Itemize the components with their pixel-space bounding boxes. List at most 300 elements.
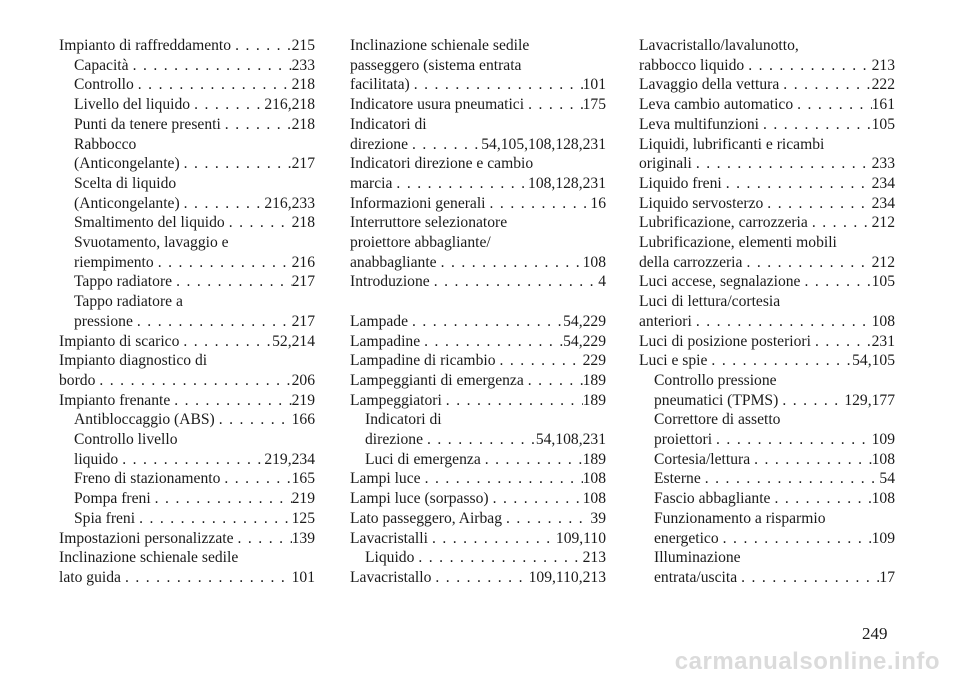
index-page-ref: 52,214 xyxy=(272,332,315,350)
index-page-ref: 206 xyxy=(291,371,315,389)
dot-leader xyxy=(737,568,879,588)
dot-leader xyxy=(392,174,528,194)
index-entry-line: Lavacristallo/lavalunotto, xyxy=(639,37,799,54)
index-entry-row xyxy=(639,95,895,115)
index-entry-row xyxy=(654,450,895,470)
index-entry xyxy=(639,272,895,292)
index-entry xyxy=(59,233,315,272)
index-entry xyxy=(350,529,606,549)
index-entry xyxy=(639,115,895,135)
index-page-ref: 108 xyxy=(582,253,606,271)
index-entry-label: Esterne xyxy=(654,470,701,488)
index-entry-label: Informazioni generali xyxy=(350,194,486,212)
index-entry-row xyxy=(639,351,895,371)
index-entry-label: Antibloccaggio (ABS) xyxy=(74,411,215,429)
index-entry-label: pressione xyxy=(74,312,133,330)
index-entry-label: Impostazioni personalizzate xyxy=(59,529,234,547)
index-page-ref: 109,110 xyxy=(555,529,606,547)
index-page-ref: 108 xyxy=(582,490,606,508)
index-entry xyxy=(59,36,315,56)
dot-leader xyxy=(190,95,264,115)
dot-leader xyxy=(408,135,481,155)
index-entry-row xyxy=(654,568,895,588)
index-entry-row xyxy=(639,272,895,292)
index-entry-label: Controllo xyxy=(74,76,134,94)
index-entry xyxy=(350,351,606,371)
index-entry-row xyxy=(654,489,895,509)
dot-leader xyxy=(170,391,291,411)
dot-leader xyxy=(410,75,583,95)
index-page-ref: 54,229 xyxy=(563,312,606,330)
index-column-2 xyxy=(350,36,606,588)
dot-leader xyxy=(524,371,583,391)
index-entry-row xyxy=(654,391,895,411)
dot-leader xyxy=(408,312,563,332)
index-page-ref: 218 xyxy=(291,115,315,133)
index-entry xyxy=(350,332,606,352)
index-page-ref: 161 xyxy=(871,96,895,114)
index-entry-line: Liquidi, lubrificanti e ricambi xyxy=(639,135,825,153)
index-entry-line: passeggero (sistema entrata xyxy=(350,56,522,74)
index-entry-label: Pompa freni xyxy=(74,490,151,508)
index-entry-line: Rabbocco xyxy=(74,135,137,153)
index-page-ref: 189 xyxy=(582,391,606,409)
dot-leader xyxy=(486,194,591,214)
dot-leader xyxy=(134,75,292,95)
index-page-ref: 219,234 xyxy=(264,450,315,468)
index-entry-label: anteriori xyxy=(639,312,692,330)
index-page-ref: 189 xyxy=(582,450,606,468)
index-entry-row xyxy=(639,75,895,95)
index-entry-line: Correttore di assetto xyxy=(654,411,781,429)
dot-leader xyxy=(225,213,292,233)
index-entry xyxy=(59,469,315,489)
index-entry-label: Impianto di scarico xyxy=(59,332,180,350)
index-page-ref: 216 xyxy=(291,253,315,271)
index-entry xyxy=(350,115,606,154)
index-entry xyxy=(639,233,895,272)
dot-leader xyxy=(431,568,528,588)
index-entry xyxy=(350,450,606,470)
dot-leader xyxy=(180,194,265,214)
index-entry-label: Lavaggio della vettura xyxy=(639,76,780,94)
dot-leader xyxy=(220,469,291,489)
index-entry-label: Lubrificazione, carrozzeria xyxy=(639,214,808,232)
index-page-ref: 101 xyxy=(582,76,606,94)
index-entry-label: Liquido servosterzo xyxy=(639,194,764,212)
index-entry-line: Indicatori direzione e cambio xyxy=(350,155,534,173)
index-entry xyxy=(59,272,315,292)
dot-leader xyxy=(692,154,872,174)
index-entry xyxy=(59,430,315,469)
index-entry-row xyxy=(74,410,315,430)
index-entry-label: lato guida xyxy=(59,568,121,586)
index-entry-label: Lampeggiatori xyxy=(350,391,442,409)
index-entry-label: entrata/uscita xyxy=(654,568,738,586)
index-entry-label: Spia freni xyxy=(74,509,136,527)
index-entry-label: Liquido xyxy=(365,549,415,567)
index-page-ref: 54,229 xyxy=(563,332,606,350)
index-page-ref: 233 xyxy=(291,56,315,74)
index-entry-label: direzione xyxy=(365,431,424,449)
index-entry xyxy=(639,450,895,470)
dot-leader xyxy=(151,489,292,509)
index-entry xyxy=(639,174,895,194)
dot-leader xyxy=(707,351,852,371)
dot-leader xyxy=(692,312,872,332)
index-entry-label: Liquido freni xyxy=(639,174,722,192)
index-page-ref: 217 xyxy=(291,312,315,330)
index-page-ref: 215 xyxy=(291,37,315,54)
index-entry xyxy=(350,272,606,292)
index-entry-label: (Anticongelante) xyxy=(74,194,180,212)
index-entry xyxy=(350,36,606,95)
index-entry xyxy=(59,529,315,549)
index-entry xyxy=(639,489,895,509)
index-entry-label: Capacità xyxy=(74,56,129,74)
dot-leader xyxy=(231,36,292,56)
index-entry-row xyxy=(59,529,315,549)
dot-leader xyxy=(770,489,871,509)
index-entry-row xyxy=(350,469,606,489)
index-entry xyxy=(639,135,895,174)
index-entry-row xyxy=(350,95,606,115)
index-page-ref: 108 xyxy=(871,312,895,330)
dot-leader xyxy=(180,154,292,174)
index-entry xyxy=(350,489,606,509)
index-entry-label: della carrozzeria xyxy=(639,253,743,271)
index-entry-label: Introduzione xyxy=(350,273,430,291)
index-entry xyxy=(639,371,895,410)
index-entry-row xyxy=(350,509,606,529)
index-entry xyxy=(350,548,606,568)
index-entry xyxy=(59,213,315,233)
index-page-ref: 16 xyxy=(590,194,606,212)
index-page-ref: 218 xyxy=(291,76,315,94)
index-entry-row xyxy=(350,332,606,352)
index-entry-label: Lampi luce xyxy=(350,470,421,488)
index-entry xyxy=(639,213,895,233)
index-entry xyxy=(350,213,606,272)
dot-leader xyxy=(759,115,872,135)
index-entry-row xyxy=(350,135,606,155)
index-page-ref: 222 xyxy=(871,76,895,94)
dot-leader xyxy=(800,272,871,292)
index-entry-row xyxy=(639,332,895,352)
dot-leader xyxy=(423,430,536,450)
index-entry-row xyxy=(74,253,315,273)
index-entry-label: Impianto di raffreddamento xyxy=(59,37,232,54)
dot-leader xyxy=(808,213,872,233)
index-page-ref: 213 xyxy=(582,549,606,567)
index-entry-label: Luci accese, segnalazione xyxy=(639,273,801,291)
index-entry-label: Luci e spie xyxy=(639,352,708,370)
index-entry-label: anabbagliante xyxy=(350,253,437,271)
index-entry xyxy=(639,95,895,115)
index-entry-label: pneumatici (TPMS) xyxy=(654,391,779,409)
index-entry xyxy=(59,332,315,352)
dot-leader xyxy=(779,75,871,95)
index-entry-label: Lampadine di ricambio xyxy=(350,352,496,370)
index-entry-label: Smaltimento del liquido xyxy=(74,214,225,232)
dot-leader xyxy=(179,332,272,352)
index-page-ref: 109 xyxy=(871,529,895,547)
index-entry-label: Tappo radiatore xyxy=(74,273,173,291)
index-entry-label: (Anticongelante) xyxy=(74,155,180,173)
index-entry-row xyxy=(365,450,606,470)
dot-leader xyxy=(722,174,872,194)
dot-leader xyxy=(442,391,583,411)
index-entry xyxy=(639,36,895,75)
dot-leader xyxy=(414,548,582,568)
index-entry-line: Lubrificazione, elementi mobili xyxy=(639,234,837,252)
index-entry-line: Svuotamento, lavaggio e xyxy=(74,234,229,252)
index-entry xyxy=(350,509,606,529)
index-page-ref: 217 xyxy=(291,155,315,173)
dot-leader xyxy=(701,469,880,489)
index-entry xyxy=(639,410,895,449)
index-page-ref: 109,110,213 xyxy=(528,568,606,586)
dot-leader xyxy=(719,529,872,549)
index-entry xyxy=(350,95,606,115)
index-entry-row xyxy=(74,469,315,489)
index-entry-label: Livello del liquido xyxy=(74,96,191,114)
index-page-ref: 219 xyxy=(291,490,315,508)
index-entry-row xyxy=(350,312,606,332)
index-entry-row xyxy=(639,174,895,194)
index-entry-row xyxy=(654,469,895,489)
index-entry xyxy=(350,568,606,588)
index-entry-row xyxy=(365,430,606,450)
index-entry xyxy=(350,469,606,489)
dot-leader xyxy=(118,450,264,470)
index-entry xyxy=(639,292,895,331)
dot-leader xyxy=(496,351,583,371)
index-entry xyxy=(59,174,315,213)
index-entry-label: Luci di posizione posteriori xyxy=(639,332,811,350)
index-entry-row xyxy=(59,36,315,56)
index-page-ref: 39 xyxy=(590,509,606,527)
index-entry-line: Indicatori di xyxy=(365,411,442,429)
index-entry-label: Freno di stazionamento xyxy=(74,470,221,488)
dot-leader xyxy=(421,469,583,489)
index-entry xyxy=(59,56,315,76)
index-entry xyxy=(59,95,315,115)
index-entry-label: Punti da tenere presenti xyxy=(74,115,221,133)
index-entry xyxy=(639,469,895,489)
index-entry-row xyxy=(74,75,315,95)
index-entry xyxy=(350,154,606,193)
dot-leader xyxy=(763,194,871,214)
index-entry xyxy=(639,509,895,548)
index-entry-label: Lampadine xyxy=(350,332,421,350)
index-entry-label: energetico xyxy=(654,529,719,547)
index-entry-line: Controllo livello xyxy=(74,431,178,449)
dot-leader xyxy=(811,332,872,352)
index-entry xyxy=(59,115,315,135)
dot-leader xyxy=(234,529,292,549)
dot-leader xyxy=(135,509,292,529)
dot-leader xyxy=(154,253,292,273)
index-column-3 xyxy=(639,36,895,588)
dot-leader xyxy=(437,253,583,273)
index-entry xyxy=(350,410,606,449)
dot-leader xyxy=(172,272,292,292)
index-page-ref: 109 xyxy=(871,431,895,449)
index-page-ref: 233 xyxy=(871,155,895,173)
dot-leader xyxy=(430,272,599,292)
index-page-ref: 108 xyxy=(871,450,895,468)
index-entry-row xyxy=(59,332,315,352)
index-entry-row xyxy=(350,489,606,509)
index-entry-line: Interruttore selezionatore xyxy=(350,214,508,232)
index-entry-line: proiettore abbagliante/ xyxy=(350,234,491,252)
index-entry-line: Funzionamento a risparmio xyxy=(654,509,826,527)
index-entry-row xyxy=(350,194,606,214)
index-entry xyxy=(350,391,606,411)
index-entry xyxy=(350,194,606,214)
index-entry xyxy=(59,509,315,529)
index-entry-line: Tappo radiatore a xyxy=(74,293,183,311)
index-entry xyxy=(350,371,606,391)
index-page-ref: 54 xyxy=(879,470,895,488)
dot-leader xyxy=(221,115,292,135)
index-entry xyxy=(59,548,315,587)
index-entry-label: bordo xyxy=(59,371,96,389)
index-entry xyxy=(59,351,315,390)
dot-leader xyxy=(95,371,291,391)
index-entry-label: proiettori xyxy=(654,431,713,449)
index-entry xyxy=(59,489,315,509)
index-entry-row xyxy=(59,371,315,391)
index-entry xyxy=(639,548,895,587)
dot-leader xyxy=(215,410,292,430)
index-entry-line: Inclinazione schienale sedile xyxy=(350,37,530,54)
index-page-ref: 216,233 xyxy=(264,194,315,212)
dot-leader xyxy=(778,391,844,411)
index-entry-row xyxy=(350,371,606,391)
index-page-ref: 212 xyxy=(871,253,895,271)
index-page-ref: 189 xyxy=(582,371,606,389)
index-entry xyxy=(639,194,895,214)
index-entry-row xyxy=(639,154,895,174)
index-entry-row xyxy=(74,509,315,529)
index-entry-label: Lampade xyxy=(350,312,409,330)
dot-leader xyxy=(750,450,871,470)
index-page-ref: 105 xyxy=(871,115,895,133)
index-entry-row xyxy=(350,391,606,411)
index-entry-row xyxy=(639,312,895,332)
index-page-ref: 231 xyxy=(871,332,895,350)
index-page-ref: 219 xyxy=(291,391,315,409)
index-page-ref: 108,128,231 xyxy=(528,174,606,192)
index-page-ref: 212 xyxy=(871,214,895,232)
index-entry-label: Cortesia/lettura xyxy=(654,450,751,468)
dot-leader xyxy=(793,95,871,115)
index-entry-label: Lato passeggero, Airbag xyxy=(350,509,502,527)
index-entry-line: Indicatori di xyxy=(350,115,427,133)
index-entry xyxy=(639,332,895,352)
index-entry-label: Lampeggianti di emergenza xyxy=(350,371,524,389)
index-entry-row xyxy=(59,391,315,411)
dot-leader xyxy=(712,430,872,450)
dot-leader xyxy=(742,253,871,273)
index-page-ref: 166 xyxy=(291,411,315,429)
dot-leader xyxy=(121,568,292,588)
index-entry-row xyxy=(74,213,315,233)
index-entry-label: marcia xyxy=(350,174,393,192)
index-entry-label: Impianto frenante xyxy=(59,391,171,409)
index-entry-row xyxy=(654,529,895,549)
index-entry-row xyxy=(639,56,895,76)
index-page-ref: 216,218 xyxy=(264,96,315,114)
index-page-ref: 17 xyxy=(879,568,895,586)
index-entry-line: Luci di lettura/cortesia xyxy=(639,293,781,311)
index-entry-row xyxy=(74,312,315,332)
index-page-ref: 213 xyxy=(871,56,895,74)
index-entry xyxy=(59,135,315,174)
index-page-ref: 105 xyxy=(871,273,895,291)
index-entry-row xyxy=(654,430,895,450)
index-entry-row xyxy=(350,351,606,371)
index-entry xyxy=(59,292,315,331)
index-entry-row xyxy=(350,568,606,588)
index-entry-row xyxy=(639,194,895,214)
index-page-ref: 218 xyxy=(291,214,315,232)
index-entry-row xyxy=(74,450,315,470)
index-page-ref: 54,105 xyxy=(852,352,895,370)
index-entry-row xyxy=(365,548,606,568)
index-page-ref: 217 xyxy=(291,273,315,291)
dot-leader xyxy=(481,450,583,470)
index-entry xyxy=(59,410,315,430)
index-entry-label: Lampi luce (sorpasso) xyxy=(350,490,489,508)
index-entry-label: Fascio abbagliante xyxy=(654,490,771,508)
index-page-ref: 54,105,108,128,231 xyxy=(481,135,606,153)
index-entry-line: Impianto diagnostico di xyxy=(59,352,208,370)
index-entry-label: liquido xyxy=(74,450,119,468)
index-entry-label: Leva multifunzioni xyxy=(639,115,759,133)
index-entry-row xyxy=(74,95,315,115)
index-entry-label: Luci di emergenza xyxy=(365,450,481,468)
page-number: 249 xyxy=(862,624,888,643)
dot-leader xyxy=(502,509,590,529)
index-entry-row xyxy=(350,75,606,95)
index-entry-row xyxy=(74,194,315,214)
index-entry xyxy=(639,75,895,95)
index-entry-row xyxy=(350,253,606,273)
index-entry-row xyxy=(639,213,895,233)
index-entry-row xyxy=(350,529,606,549)
index-page-ref: 165 xyxy=(291,470,315,488)
index-page-ref: 108 xyxy=(871,490,895,508)
index-entry-label: originali xyxy=(639,155,692,173)
index-page-ref: 175 xyxy=(582,96,606,114)
watermark: carmanualsonline.info xyxy=(674,648,940,675)
index-page-ref: 129,177 xyxy=(844,391,895,409)
dot-leader xyxy=(524,95,583,115)
index-page-ref: 139 xyxy=(291,529,315,547)
index-entry-row xyxy=(74,56,315,76)
index-entry-row xyxy=(74,115,315,135)
index-entry-label: rabbocco liquido xyxy=(639,56,745,74)
index-entry xyxy=(59,75,315,95)
index-page-ref: 125 xyxy=(291,509,315,527)
index-entry-line: Illuminazione xyxy=(654,549,741,567)
index-page-ref: 234 xyxy=(871,194,895,212)
index-entry-row xyxy=(59,568,315,588)
index-entry xyxy=(59,391,315,411)
